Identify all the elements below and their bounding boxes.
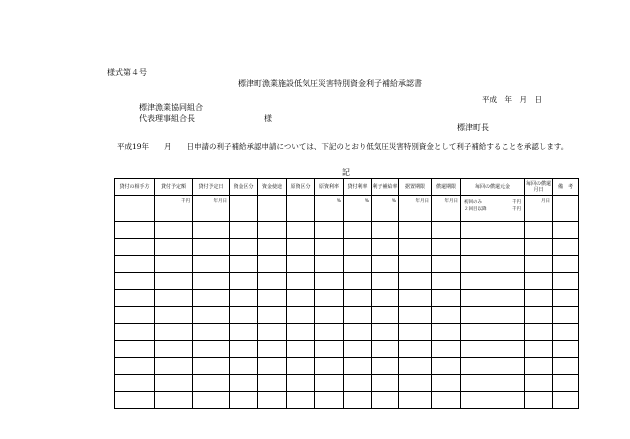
table-cell[interactable]	[193, 290, 230, 307]
table-cell[interactable]	[344, 239, 372, 256]
table-cell[interactable]	[258, 273, 287, 290]
table-cell[interactable]	[315, 324, 344, 341]
table-cell[interactable]	[230, 222, 258, 239]
table-cell[interactable]	[372, 273, 399, 290]
table-row	[115, 375, 579, 392]
table-cell[interactable]	[372, 307, 399, 324]
table-cell[interactable]	[315, 273, 344, 290]
table-cell[interactable]	[553, 239, 579, 256]
header-cell: 資金区分	[230, 179, 258, 196]
table-cell[interactable]	[432, 358, 461, 375]
table-cell[interactable]	[287, 307, 315, 324]
table-cell[interactable]	[344, 392, 372, 409]
second-after-line	[461, 206, 524, 213]
table-cell[interactable]	[193, 307, 230, 324]
table-cell[interactable]	[344, 358, 372, 375]
table-cell[interactable]	[432, 256, 461, 273]
table-cell[interactable]	[287, 375, 315, 392]
table-cell[interactable]	[553, 375, 579, 392]
second-after-unit: 千円	[512, 207, 521, 212]
header-cell: 貸付予定額	[155, 179, 193, 196]
table-cell[interactable]	[115, 290, 155, 307]
table-cell[interactable]	[193, 358, 230, 375]
table-cell[interactable]	[372, 324, 399, 341]
table-cell[interactable]	[155, 290, 193, 307]
table-cell[interactable]	[461, 392, 525, 409]
table-cell[interactable]	[115, 256, 155, 273]
table-cell[interactable]	[432, 307, 461, 324]
header-row	[115, 179, 579, 196]
table-row	[115, 324, 579, 341]
header-cell: 原資区分	[287, 179, 315, 196]
header-cell: 毎回の償還月日	[525, 179, 553, 196]
table-cell[interactable]	[399, 358, 432, 375]
table-cell[interactable]	[193, 392, 230, 409]
table-cell[interactable]	[553, 222, 579, 239]
table-cell[interactable]	[399, 273, 432, 290]
table-cell[interactable]	[372, 290, 399, 307]
header-cell: 毎回の償還元金	[461, 179, 525, 196]
table-cell[interactable]	[525, 273, 553, 290]
table-cell[interactable]	[553, 256, 579, 273]
table-cell[interactable]	[525, 222, 553, 239]
table-row	[115, 290, 579, 307]
repayment-cell[interactable]	[461, 196, 525, 222]
table-cell[interactable]	[553, 307, 579, 324]
table-cell[interactable]	[230, 256, 258, 273]
header-cell: 償還期限	[432, 179, 461, 196]
table-cell[interactable]	[372, 341, 399, 358]
table-cell[interactable]	[230, 358, 258, 375]
table-cell[interactable]	[399, 324, 432, 341]
table-cell[interactable]	[399, 375, 432, 392]
table-cell[interactable]	[258, 256, 287, 273]
table-cell[interactable]	[155, 307, 193, 324]
table-cell[interactable]	[258, 307, 287, 324]
table-cell[interactable]	[287, 196, 315, 222]
table-cell[interactable]	[230, 196, 258, 222]
table-cell[interactable]	[115, 341, 155, 358]
unit-cell[interactable]: 年月日	[432, 196, 461, 222]
table-cell[interactable]	[258, 290, 287, 307]
table-cell[interactable]	[372, 375, 399, 392]
table-cell[interactable]	[461, 341, 525, 358]
table-cell[interactable]	[525, 239, 553, 256]
table-cell[interactable]	[461, 222, 525, 239]
table-cell[interactable]	[553, 324, 579, 341]
table-cell[interactable]	[193, 222, 230, 239]
table-cell[interactable]	[525, 375, 553, 392]
table-cell[interactable]	[553, 358, 579, 375]
table-cell[interactable]	[315, 256, 344, 273]
table-cell[interactable]	[461, 256, 525, 273]
table-cell[interactable]	[553, 341, 579, 358]
unit-cell[interactable]: 年月日	[399, 196, 432, 222]
table-cell[interactable]	[115, 239, 155, 256]
table-cell[interactable]	[553, 392, 579, 409]
header-cell: 資金使途	[258, 179, 287, 196]
table-cell[interactable]	[432, 290, 461, 307]
table-cell[interactable]	[315, 375, 344, 392]
addressee-honorific: 様	[264, 114, 272, 123]
unit-cell[interactable]: 月日	[525, 196, 553, 222]
table-cell[interactable]	[258, 324, 287, 341]
table-cell[interactable]	[155, 358, 193, 375]
table-cell[interactable]	[344, 290, 372, 307]
table-cell[interactable]	[525, 324, 553, 341]
table-cell[interactable]	[115, 392, 155, 409]
unit-cell[interactable]: %	[315, 196, 344, 222]
unit-cell[interactable]: %	[372, 196, 399, 222]
table-cell[interactable]	[525, 307, 553, 324]
form-number: 様式第４号	[107, 68, 147, 77]
table-cell[interactable]	[193, 239, 230, 256]
table-cell[interactable]	[344, 375, 372, 392]
table-cell[interactable]	[230, 392, 258, 409]
table-cell[interactable]	[115, 222, 155, 239]
table-cell[interactable]	[432, 239, 461, 256]
table-cell[interactable]	[372, 239, 399, 256]
table-cell[interactable]	[372, 222, 399, 239]
table-cell[interactable]	[115, 307, 155, 324]
table-cell[interactable]	[525, 392, 553, 409]
table-cell[interactable]	[525, 290, 553, 307]
table-cell[interactable]	[193, 273, 230, 290]
table-cell[interactable]	[258, 392, 287, 409]
table-cell[interactable]	[258, 239, 287, 256]
addressee-rep: 代表理事組合長	[139, 114, 195, 123]
table-cell[interactable]	[287, 222, 315, 239]
document-title: 標津町漁業施設低気圧災害特別資金利子補給承認書	[238, 79, 422, 88]
table-cell[interactable]	[155, 256, 193, 273]
body-text: 平成19年 月 日申請の利子補給承認申請については、下記のとおり低気圧災害特別資金として利子補給することを承認します。	[117, 142, 569, 151]
table-cell[interactable]	[525, 256, 553, 273]
table-cell[interactable]	[193, 324, 230, 341]
table-cell[interactable]	[115, 196, 155, 222]
first-only-line	[461, 199, 524, 206]
table-cell[interactable]	[525, 341, 553, 358]
table-cell[interactable]	[461, 290, 525, 307]
issuer: 標津町長	[457, 123, 489, 132]
table-cell[interactable]	[287, 273, 315, 290]
table-cell[interactable]	[315, 392, 344, 409]
table-cell[interactable]	[432, 341, 461, 358]
table-cell[interactable]	[399, 341, 432, 358]
table-cell[interactable]	[258, 222, 287, 239]
table-cell[interactable]	[344, 222, 372, 239]
unit-row	[115, 196, 579, 222]
table-cell[interactable]	[258, 375, 287, 392]
table-cell[interactable]	[315, 222, 344, 239]
table-cell[interactable]	[155, 341, 193, 358]
second-after-label: ２回目以降	[464, 207, 487, 212]
table-cell[interactable]	[432, 273, 461, 290]
table-cell[interactable]	[344, 256, 372, 273]
table-row	[115, 341, 579, 358]
table-cell[interactable]	[461, 307, 525, 324]
table-cell[interactable]	[115, 273, 155, 290]
table-cell[interactable]	[155, 375, 193, 392]
table-cell[interactable]	[287, 392, 315, 409]
table-cell[interactable]	[372, 256, 399, 273]
header-cell: 備 考	[553, 179, 579, 196]
table-cell[interactable]	[315, 358, 344, 375]
table-cell[interactable]	[155, 392, 193, 409]
table-cell[interactable]	[372, 358, 399, 375]
table-cell[interactable]	[258, 358, 287, 375]
table-row	[115, 256, 579, 273]
table-cell[interactable]	[230, 307, 258, 324]
table-row	[115, 239, 579, 256]
table-cell[interactable]	[315, 341, 344, 358]
table-cell[interactable]	[525, 358, 553, 375]
approval-table	[114, 178, 579, 409]
table-cell[interactable]	[399, 256, 432, 273]
table-cell[interactable]	[155, 324, 193, 341]
table-cell[interactable]	[461, 239, 525, 256]
table-cell[interactable]	[287, 256, 315, 273]
table-cell[interactable]	[399, 307, 432, 324]
header-cell: 利子補給率	[372, 179, 399, 196]
first-only-label: 初回のみ	[464, 200, 482, 205]
table-cell[interactable]	[461, 324, 525, 341]
table-cell[interactable]	[155, 222, 193, 239]
unit-cell[interactable]: 年月日	[193, 196, 230, 222]
table-row	[115, 222, 579, 239]
table-cell[interactable]	[230, 375, 258, 392]
table-cell[interactable]	[258, 341, 287, 358]
table-cell[interactable]	[230, 273, 258, 290]
table-cell[interactable]	[155, 273, 193, 290]
first-only-unit: 千円	[512, 200, 521, 205]
table-cell[interactable]	[344, 324, 372, 341]
table-cell[interactable]	[315, 307, 344, 324]
table-cell[interactable]	[399, 392, 432, 409]
table-cell[interactable]	[115, 324, 155, 341]
table-cell[interactable]	[461, 358, 525, 375]
table-cell[interactable]	[115, 375, 155, 392]
table-cell[interactable]	[553, 196, 579, 222]
header-cell: 貸付利率	[344, 179, 372, 196]
table-row	[115, 307, 579, 324]
table-cell[interactable]	[461, 375, 525, 392]
table-cell[interactable]	[372, 392, 399, 409]
table-cell[interactable]	[230, 290, 258, 307]
table-cell[interactable]	[115, 358, 155, 375]
ki-heading: 記	[342, 168, 350, 177]
table-cell[interactable]	[399, 239, 432, 256]
header-cell: 貸付の相手方	[115, 179, 155, 196]
table-cell[interactable]	[553, 273, 579, 290]
table-cell[interactable]	[287, 341, 315, 358]
table-row	[115, 358, 579, 375]
table-cell[interactable]	[287, 324, 315, 341]
table-cell[interactable]	[287, 358, 315, 375]
table-cell[interactable]	[399, 290, 432, 307]
table-cell[interactable]	[230, 324, 258, 341]
table-cell[interactable]	[230, 239, 258, 256]
table-cell[interactable]	[432, 324, 461, 341]
table-cell[interactable]	[553, 290, 579, 307]
header-cell: 貸付予定日	[193, 179, 230, 196]
table-row	[115, 273, 579, 290]
table-cell[interactable]	[399, 222, 432, 239]
table-cell[interactable]	[315, 290, 344, 307]
table-cell[interactable]	[230, 341, 258, 358]
table-cell[interactable]	[315, 239, 344, 256]
table-cell[interactable]	[155, 239, 193, 256]
header-cell: 原資利率	[315, 179, 344, 196]
table-cell[interactable]	[258, 196, 287, 222]
unit-cell[interactable]: %	[344, 196, 372, 222]
unit-cell[interactable]: 千円	[155, 196, 193, 222]
header-cell: 据置期限	[399, 179, 432, 196]
date-line: 平成 年 月 日	[482, 95, 542, 104]
table-cell[interactable]	[344, 273, 372, 290]
table-cell[interactable]	[432, 222, 461, 239]
addressee-org: 標津漁業協同組合	[139, 103, 203, 112]
table-cell[interactable]	[287, 290, 315, 307]
table-cell[interactable]	[432, 392, 461, 409]
table-cell[interactable]	[193, 341, 230, 358]
table-cell[interactable]	[287, 239, 315, 256]
table-cell[interactable]	[432, 375, 461, 392]
table-cell[interactable]	[344, 341, 372, 358]
table-cell[interactable]	[193, 375, 230, 392]
table-cell[interactable]	[344, 307, 372, 324]
table-row	[115, 392, 579, 409]
table-cell[interactable]	[461, 273, 525, 290]
table-cell[interactable]	[193, 256, 230, 273]
